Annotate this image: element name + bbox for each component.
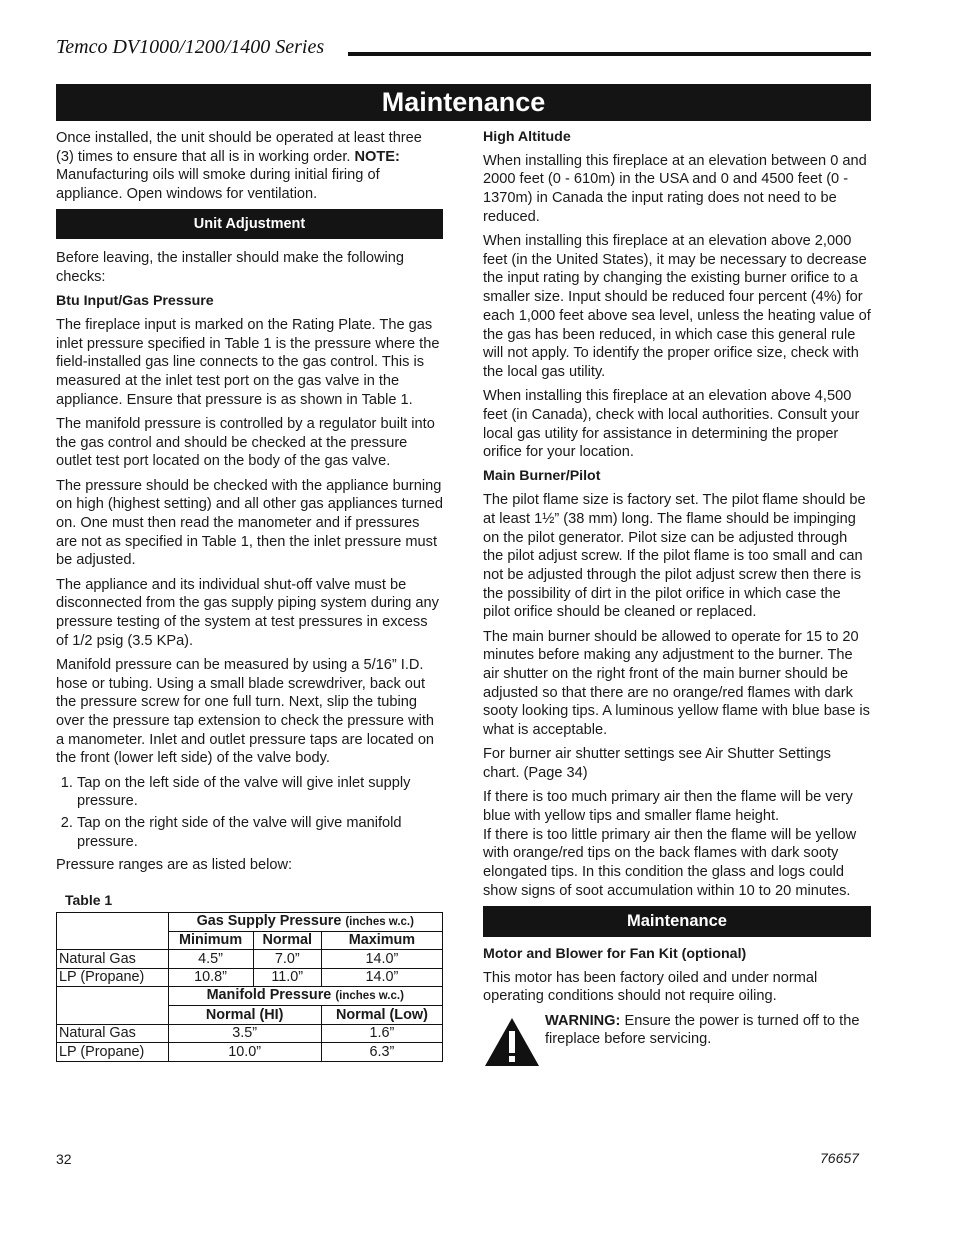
document-header: Temco DV1000/1200/1400 Series	[56, 36, 325, 58]
tap-list	[56, 774, 443, 852]
primary-air-paragraph: If there is too much primary air then the flame will be very blue with yellow tips and smaller flame height. If there is too little primary air then the flame will be yellow with orange/red tips on the back flames with dark sooty elongated tips. In this condition the glass and logs could show signs of soot accumulation within 10 to 20 minutes.	[483, 789, 857, 899]
row-label: LP (Propane)	[57, 1043, 169, 1062]
ranges-text: Pressure ranges are as listed below:	[56, 857, 293, 874]
intro-paragraph: Once installed, the unit should be operated at least three (3) times to ensure that all is in working order. NOTE: Manufacturing oils will smoke during initial firing of appliance. Open windows for ventilation.	[56, 130, 422, 203]
burner-paragraph: The main burner should be allowed to operate for 15 to 20 minutes before making any adjustment to the burner. The air shutter on the right front of the main burner should be adjusted so that there are no orange/red flames with dark sooty looking tips. A luminous yellow flame with blue base is what is acceptable.	[483, 628, 870, 739]
table-cell: 10.0”	[168, 1043, 321, 1062]
left-paragraph: The appliance and its individual shut-off valve must be disconnected from the gas supply piping system during any pressure testing of the system at test pressures in excess of 1/2 psig (3.5 KPa).	[56, 576, 439, 649]
doc-number: 76657	[820, 1150, 859, 1166]
table-cell: 14.0”	[321, 968, 442, 987]
unit-adjustment-heading: Unit Adjustment	[56, 209, 443, 239]
left-paragraph: The fireplace input is marked on the Rating Plate. The gas inlet pressure specified in Table 1 is the pressure where the field-installed gas line connects to the gas control. This is measured at the inlet test port on the gas valve in the appliance. Ensure that pressure is as shown in Table 1.	[56, 316, 440, 408]
note-label: NOTE:	[354, 148, 400, 165]
table-row	[57, 950, 443, 969]
row-label: Natural Gas	[57, 950, 169, 969]
page-title: Maintenance	[56, 84, 871, 121]
left-paragraph: The manifold pressure is controlled by a regulator built into the gas control and should be checked at the pressure outlet test port located on the body of the gas valve.	[56, 415, 435, 470]
altitude-paragraph: When installing this fireplace at an elevation between 0 and 2000 feet (0 - 610m) in the USA and 0 and 4500 feet (0 - 1370m) in Canada the input rating does not need to be reduced.	[483, 152, 867, 225]
table-row	[57, 968, 443, 987]
gas-supply-header: Gas Supply Pressure (inches w.c.)	[168, 912, 443, 931]
warning-block	[483, 1012, 871, 1068]
col-header: Normal	[253, 931, 321, 950]
col-header: Maximum	[321, 931, 442, 950]
motor-heading: Motor and Blower for Fan Kit (optional)	[483, 945, 747, 962]
header-rule	[348, 52, 871, 56]
row-label: Natural Gas	[57, 1024, 169, 1043]
altitude-paragraph: When installing this fireplace at an elevation above 2,000 feet (in the United States), it may be necessary to decrease the input rating by changing the existing burner orifice to a smaller size. Input should be reduced four percent (4%) for each 1,000 feet above sea level, unless the heating value of the gas has been reduced, in which case this general rule will not apply. To identify the proper orifice size, check with the local gas utility.	[483, 233, 871, 380]
high-altitude-heading: High Altitude	[483, 129, 571, 145]
table-row	[57, 1024, 443, 1043]
table-row	[57, 1043, 443, 1062]
table-corner	[57, 912, 169, 950]
btu-heading: Btu Input/Gas Pressure	[56, 293, 214, 310]
col-header: Normal (Low)	[321, 1006, 442, 1025]
list-item: 1. Tap on the left side of the valve will give inlet supply pressure.	[77, 774, 443, 811]
table-cell: 10.8”	[168, 968, 253, 987]
table-cell: 1.6”	[321, 1024, 442, 1043]
before-leaving-text: Before leaving, the installer should make the following checks:	[56, 250, 405, 286]
table-cell: 14.0”	[321, 950, 442, 969]
warning-icon	[483, 1016, 541, 1068]
motor-text: This motor has been factory oiled and under normal operating conditions should not require oiling.	[483, 969, 818, 1005]
warning-label: WARNING:	[545, 1012, 621, 1029]
burner-heading: Main Burner/Pilot	[483, 468, 601, 485]
left-paragraph: The pressure should be checked with the appliance burning on high (highest setting) and all other gas appliances turned on. One must then read the manometer and if pressures are not as specified in Table 1, then the inlet pressure must be adjusted.	[56, 477, 443, 569]
col-header: Normal (HI)	[168, 1006, 321, 1025]
warning-text: Ensure the power is turned off to the fireplace before servicing.	[545, 1012, 860, 1048]
row-label: LP (Propane)	[57, 968, 169, 987]
burner-paragraph: The pilot flame size is factory set. The pilot flame should be at least 1½” (38 mm) long. The flame should be impinging on the pilot generator. Pilot size can be adjusted through the pilot adjust screw. If the pilot flame is too small and can not be adjusted through the pilot adjust screw then there is the possibility of dirt in the pilot orifice in which case the pilot orifice should be cleaned or replaced.	[483, 492, 866, 621]
table-corner	[57, 987, 169, 1025]
burner-paragraph: For burner air shutter settings see Air Shutter Settings chart. (Page 34)	[483, 746, 831, 781]
left-column	[56, 129, 443, 1062]
maintenance-heading: Maintenance	[483, 906, 871, 937]
list-item: 2. Tap on the right side of the valve will give manifold pressure.	[77, 814, 443, 851]
table-cell: 4.5”	[168, 950, 253, 969]
table-cell: 3.5”	[168, 1024, 321, 1043]
col-header: Minimum	[168, 931, 253, 950]
manifold-header: Manifold Pressure (inches w.c.)	[168, 987, 443, 1006]
table-cell: 7.0”	[253, 950, 321, 969]
left-paragraph: Manifold pressure can be measured by using a 5/16” I.D. hose or tubing. Using a small blade screwdriver, back out the pressure screw for one full turn. Next, slip the tubing over the pressure tap extension to check the pressure with a manometer. Inlet and outlet pressure taps are located on the front (lower left side) of the valve body.	[56, 656, 435, 767]
page-number: 32	[56, 1151, 72, 1167]
table-cell: 11.0”	[253, 968, 321, 987]
table-caption: Table 1	[65, 892, 113, 909]
right-column	[483, 128, 871, 1068]
altitude-paragraph: When installing this fireplace at an elevation above 4,500 feet (in Canada), check with local authorities. Consult your local gas utility for assistance in determining the proper orifice for your location.	[483, 388, 860, 461]
pressure-table	[56, 912, 443, 1062]
note-text: Manufacturing oils will smoke during initial firing of appliance. Open windows for ventilation.	[56, 167, 380, 203]
table-cell: 6.3”	[321, 1043, 442, 1062]
